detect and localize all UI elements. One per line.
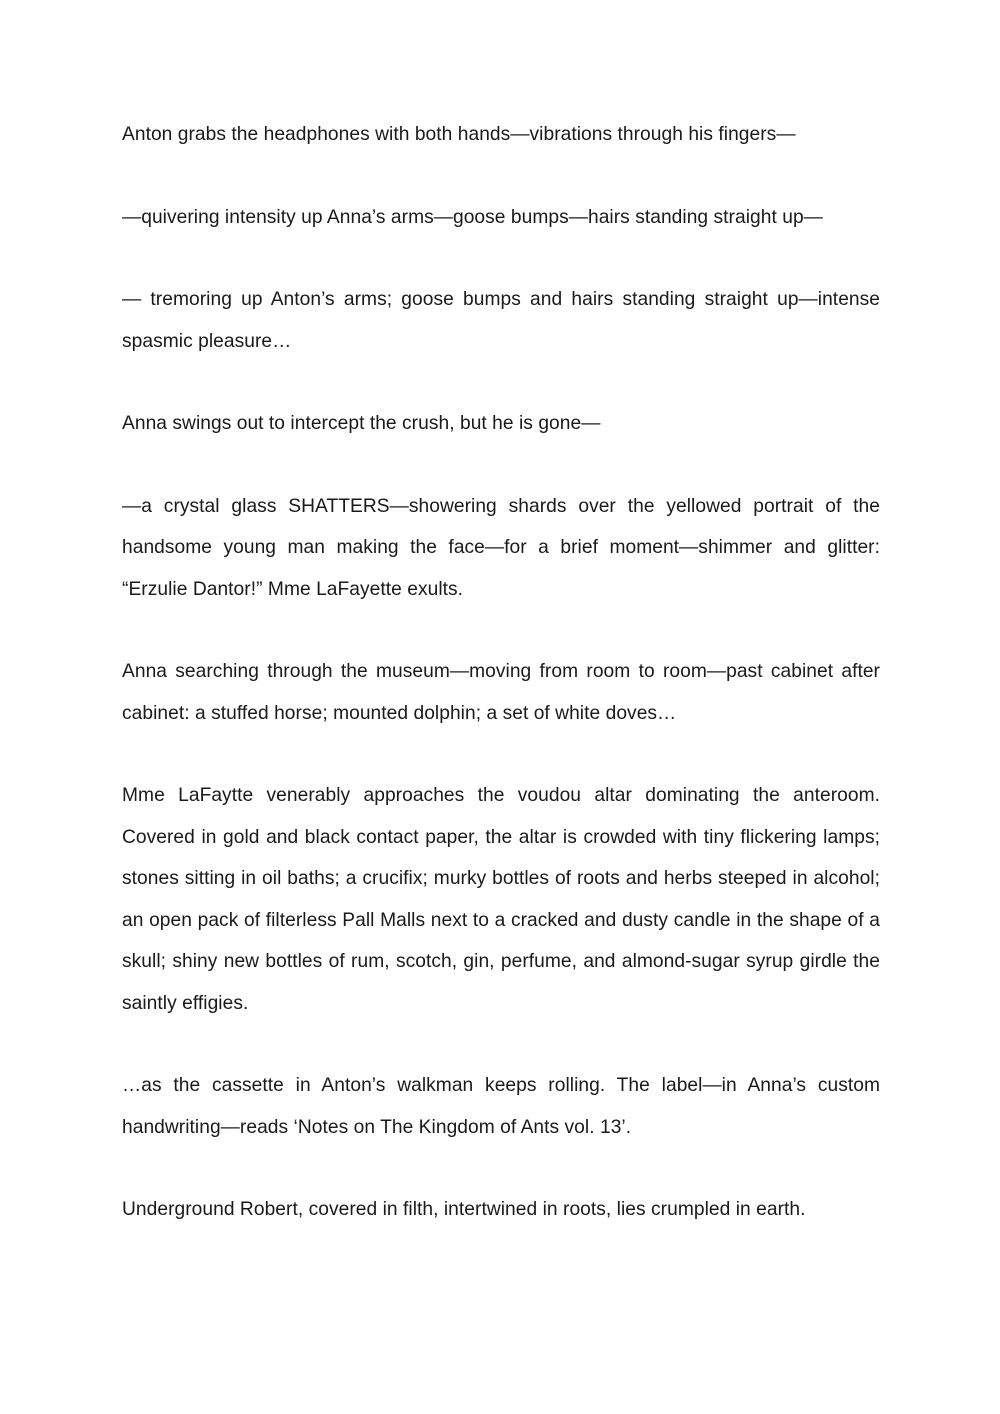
paragraph-altar: Mme LaFaytte venerably approaches the voudou altar dominating the anteroom. Covered in gold and black contact paper, the altar is crowded with tiny flickering lamps; stones sitting in oil baths; a crucifix; murky bottles of roots and herbs steeped in alcohol; an open pack of filterless Pall Malls next to a cracked and dusty candle in the shape of a skull; shiny new bottles of rum, scotch, gin, perfume, and almond-sugar syrup girdle the saintly effigies. [122, 785, 880, 1014]
paragraph-museum: Anna searching through the museum—moving from room to room—past cabinet after cabinet: a stuffed horse; mounted dolphin; a set of white doves… [122, 661, 880, 724]
paragraph-tremoring: — tremoring up Anton’s arms; goose bumps and hairs standing straight up—intense spasmic pleasure… [122, 289, 880, 352]
paragraph-cassette: …as the cassette in Anton’s walkman keeps rolling. The label—in Anna’s custom handwriting—reads ‘Notes on The Kingdom of Ants vol. 13’. [122, 1075, 880, 1138]
paragraph-shatters: —a crystal glass SHATTERS—showering shards over the yellowed portrait of the handsome young man making the face—for a brief moment—shimmer and glitter: “Erzulie Dantor!” Mme LaFayette exults. [122, 495, 880, 600]
paragraph-quivering: —quivering intensity up Anna’s arms—goose bumps—hairs standing straight up— [122, 206, 823, 228]
paragraph-robert: Underground Robert, covered in filth, intertwined in roots, lies crumpled in earth. [122, 1199, 806, 1220]
paragraph-headphones: Anton grabs the headphones with both hands—vibrations through his fingers— [122, 124, 796, 145]
paragraph-intercept: Anna swings out to intercept the crush, but he is gone— [122, 413, 601, 434]
page-body [122, 114, 880, 1272]
